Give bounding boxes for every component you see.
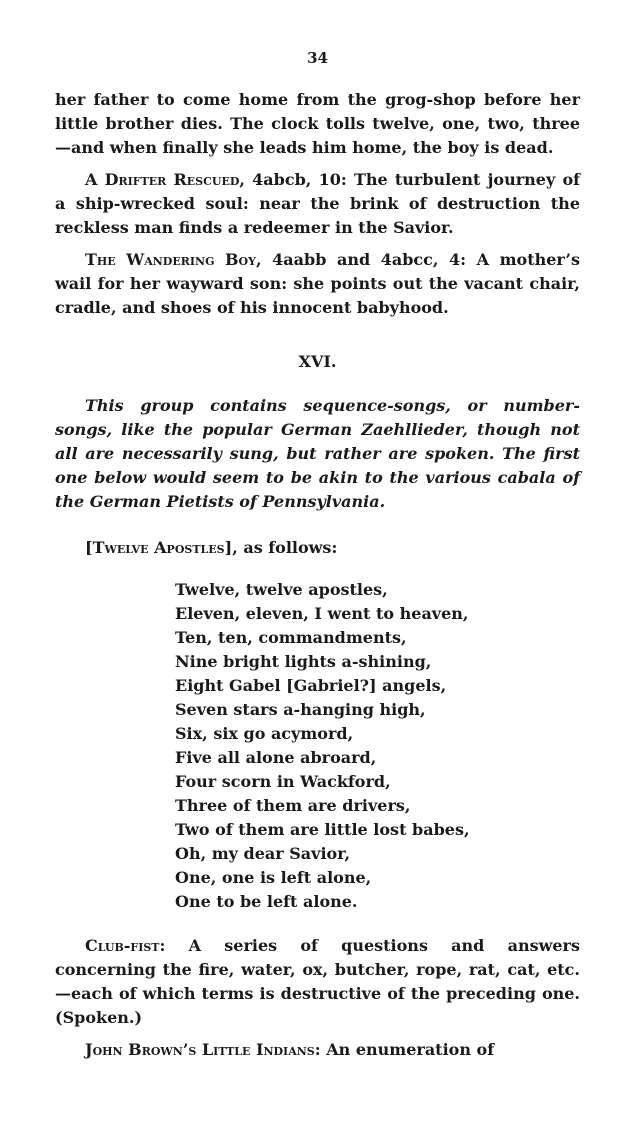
verse-line: Four scorn in Wackford, (175, 772, 391, 791)
john-brown-entry (55, 1038, 580, 1062)
verse-line: Eight Gabel [Gabriel?] angels, (175, 676, 447, 695)
verse-line: Two of them are little lost babes, (175, 820, 470, 839)
page-number: 34 (307, 49, 328, 67)
entry-text: , 4aabb and 4abcc, 4: A mother’s wail for her wayward son: she points out the vacant chair, cradle, and shoes of his innocent babyhood. (55, 250, 581, 317)
verse-line: One to be left alone. (175, 892, 358, 911)
verse-line: Six, six go acymord, (175, 724, 354, 743)
entry-title: The Wandering Boy (85, 250, 256, 269)
verse-line: Seven stars a-hanging high, (175, 700, 426, 719)
club-fist-entry (55, 934, 580, 1030)
section-intro: This group contains sequence-songs, or number-songs, like the popular German Zaehllieder, though not all are necessarily sung, but rather are spoken. The first one below would seem to be akin to the various cabala of the German Pietists of Pennsylvania. (55, 396, 580, 511)
twelve-apostles-heading (55, 536, 580, 560)
entry-text: , as follows: (232, 538, 338, 557)
verse-line: Ten, ten, commandments, (175, 628, 407, 647)
verse-line: One, one is left alone, (175, 868, 372, 887)
continued-paragraph: her father to come home from the grog-shop before her little brother dies. The clock tolls twelve, one, two, three—and when finally she leads him home, the boy is dead. (55, 90, 580, 157)
entry-title: Club-fist (85, 936, 160, 955)
entry-title: A Drifter Rescued (85, 170, 240, 189)
close-bracket: ] (224, 538, 233, 557)
section-heading: XVI. (298, 352, 337, 371)
book-page (55, 44, 580, 1070)
verse-line: Three of them are drivers, (175, 796, 411, 815)
entry-title: Twelve Apostles (92, 538, 225, 557)
twelve-apostles-verse (175, 578, 580, 914)
verse-line: Nine bright lights a-shining, (175, 652, 432, 671)
wandering-boy-entry (55, 248, 580, 320)
open-bracket: [ (85, 538, 93, 557)
verse-line: Eleven, eleven, I went to heaven, (175, 604, 469, 623)
drifter-rescued-entry (55, 168, 580, 240)
verse-line: Oh, my dear Savior, (175, 844, 351, 863)
verse-line: Five all alone abroard, (175, 748, 377, 767)
entry-text: : A series of questions and answers concerning the fire, water, ox, butcher, rope, rat, cat, etc.—each of which terms is destructive of the preceding one. (Spoken.) (55, 936, 580, 1027)
entry-text: : An enumeration of (314, 1040, 495, 1059)
entry-text: , 4abcb, 10: The turbulent journey of a ship-wrecked soul: near the brink of destruction the reckless man finds a redeemer in the Savior. (55, 170, 581, 237)
verse-line: Twelve, twelve apostles, (175, 580, 388, 599)
entry-title: John Brown’s Little Indians (85, 1040, 315, 1059)
